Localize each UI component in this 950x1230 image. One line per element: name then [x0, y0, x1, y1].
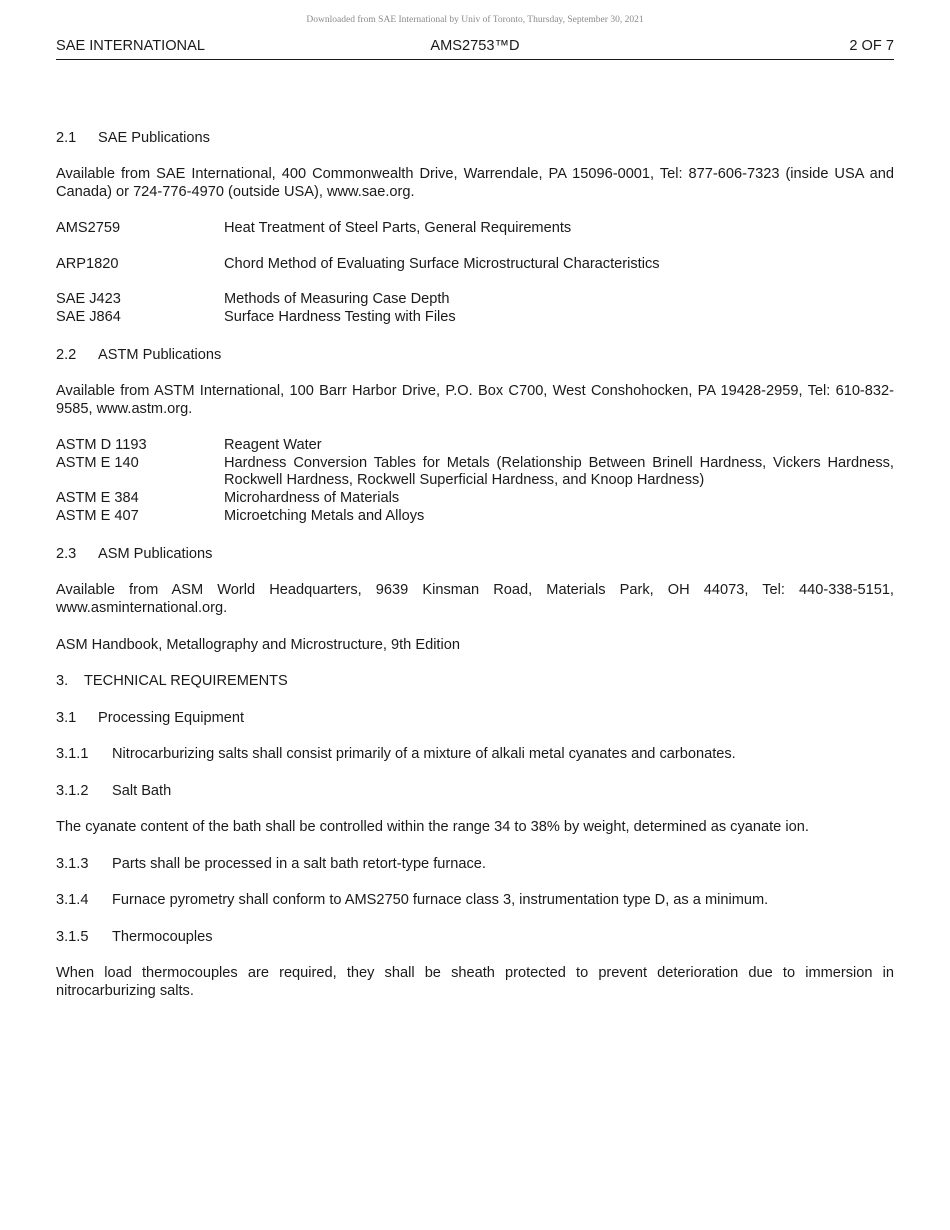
header-doc-number: AMS2753™D [430, 38, 520, 54]
section-title: Processing Equipment [98, 710, 245, 726]
section-2-1-intro: Available from SAE International, 400 Commonwealth Drive, Warrendale, PA 15096-0001, Tel: 877-606-7323 (inside USA and Canada) or 724-776-4970 (outside USA), www.sae.org. [56, 166, 894, 200]
section-number: 3.1.1 [56, 746, 89, 762]
section-3-1-3 [56, 855, 894, 873]
section-2-3-heading [56, 545, 894, 563]
section-3-1-5-heading [56, 928, 894, 946]
page-header [56, 38, 894, 60]
section-2-2-intro: Available from ASTM International, 100 Barr Harbor Drive, P.O. Box C700, West Conshohocken, PA 19428-2959, Tel: 610-832-9585, www.astm.org. [56, 383, 894, 417]
reference-code: ASTM E 407 [56, 508, 139, 524]
reference-title: Microhardness of Materials [224, 490, 400, 506]
section-2-1-heading [56, 129, 894, 147]
paragraph-text: Nitrocarburizing salts shall consist primarily of a mixture of alkali metal cyanates and carbonates. [112, 746, 736, 762]
download-watermark: Downloaded from SAE International by Univ of Toronto, Thursday, September 30, 2021 [306, 15, 644, 25]
section-number: 3.1.2 [56, 783, 89, 799]
section-2-3-intro: Available from ASM World Headquarters, 9639 Kinsman Road, Materials Park, OH 44073, Tel: 440-338-5151, www.asminternational.org. [56, 582, 894, 616]
reference-code: ASTM E 140 [56, 455, 139, 471]
reference-code: ASTM D 1193 [56, 437, 147, 453]
section-number: 3. [56, 673, 69, 689]
asm-handbook-reference: ASM Handbook, Metallography and Microstructure, 9th Edition [56, 637, 460, 653]
section-3-1-4 [56, 891, 894, 909]
section-number: 2.1 [56, 130, 77, 146]
section-number: 2.2 [56, 347, 77, 363]
section-title: Thermocouples [112, 929, 213, 945]
paragraph-text: Furnace pyrometry shall conform to AMS2750 furnace class 3, instrumentation type D, as a minimum. [112, 892, 769, 908]
reference-code: ASTM E 384 [56, 490, 139, 506]
reference-code: ARP1820 [56, 256, 119, 272]
reference-title: Chord Method of Evaluating Surface Microstructural Characteristics [224, 256, 660, 272]
reference-title: Heat Treatment of Steel Parts, General Requirements [224, 220, 572, 236]
section-title: ASM Publications [98, 546, 213, 562]
section-3-1-1 [56, 745, 894, 763]
section-title: TECHNICAL REQUIREMENTS [84, 673, 288, 689]
reference-code: SAE J423 [56, 291, 121, 307]
section-2-2-heading [56, 346, 894, 364]
reference-title: Surface Hardness Testing with Files [224, 309, 456, 325]
header-org: SAE INTERNATIONAL [56, 38, 205, 54]
section-title: ASTM Publications [98, 347, 222, 363]
section-number: 2.3 [56, 546, 77, 562]
paragraph-text: Parts shall be processed in a salt bath retort-type furnace. [112, 856, 486, 872]
reference-title: Reagent Water [224, 437, 322, 453]
section-3-1-5-text: When load thermocouples are required, they shall be sheath protected to prevent deterioration due to immersion in nitrocarburizing salts. [56, 965, 894, 999]
section-number: 3.1.5 [56, 929, 89, 945]
section-title: Salt Bath [112, 783, 172, 799]
section-3-heading [56, 672, 894, 690]
section-3-1-heading [56, 709, 894, 727]
section-number: 3.1 [56, 710, 77, 726]
section-3-1-2-heading [56, 782, 894, 800]
section-number: 3.1.4 [56, 892, 89, 908]
reference-title: Microetching Metals and Alloys [224, 508, 425, 524]
reference-code: AMS2759 [56, 220, 121, 236]
section-title: SAE Publications [98, 130, 210, 146]
reference-code: SAE J864 [56, 309, 121, 325]
section-number: 3.1.3 [56, 856, 89, 872]
reference-title: Methods of Measuring Case Depth [224, 291, 450, 307]
section-3-1-2-text: The cyanate content of the bath shall be controlled within the range 34 to 38% by weight, determined as cyanate ion. [56, 819, 809, 835]
header-page-number: 2 OF 7 [849, 38, 894, 54]
reference-title: Hardness Conversion Tables for Metals (Relationship Between Brinell Hardness, Vickers Hardness, Rockwell Hardness, Rockwell Superficial Hardness, and Knoop Hardness) [224, 455, 894, 488]
